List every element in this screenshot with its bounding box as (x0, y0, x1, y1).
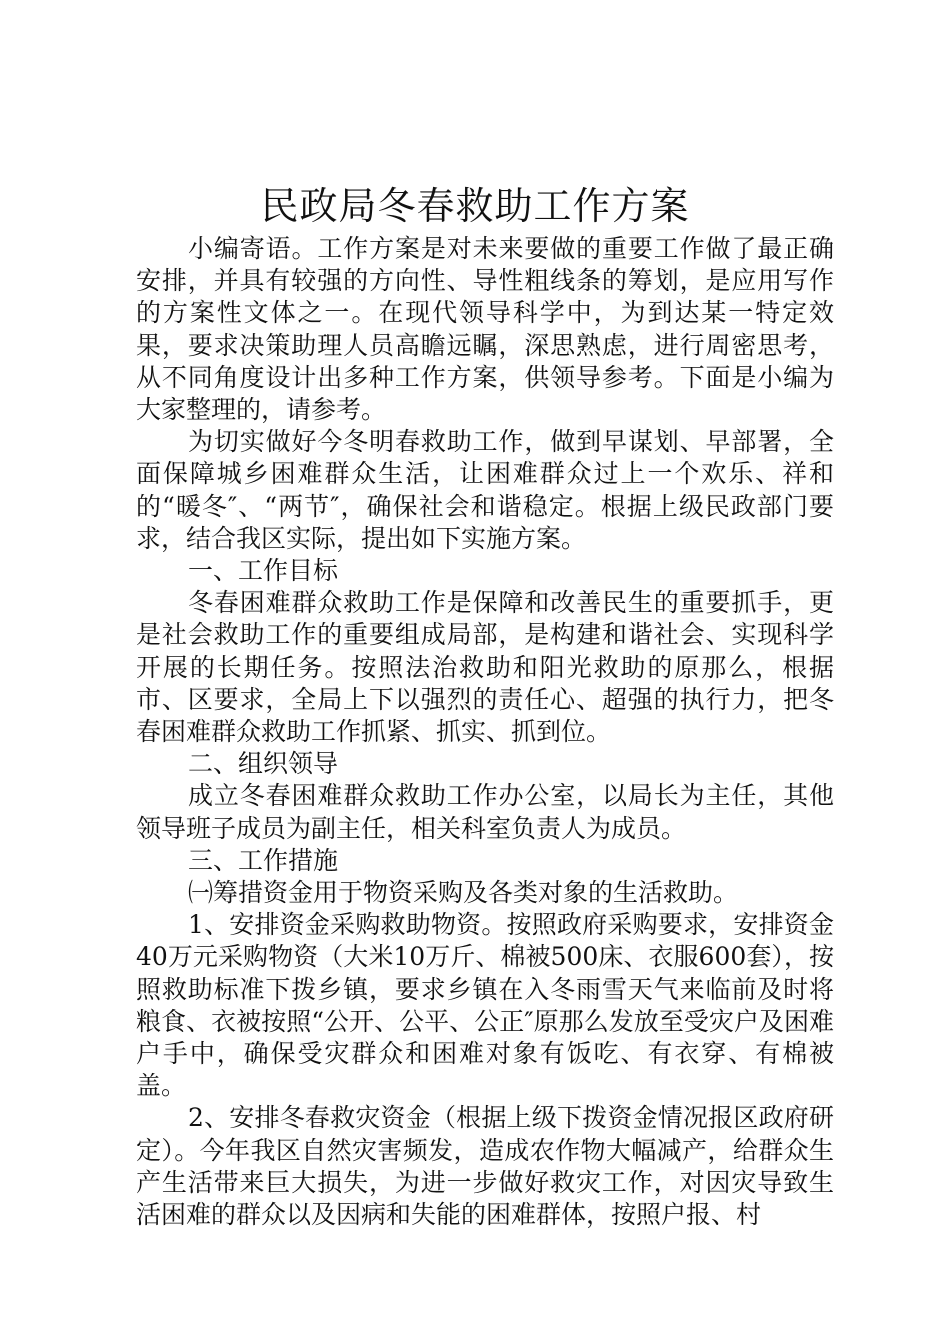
measures-subheading: ㈠筹措资金用于物资采购及各类对象的生活救助。 (188, 878, 739, 908)
section-heading-goals: 一、工作目标 (188, 556, 339, 586)
organization-paragraph: 成立冬春困难群众救助工作办公室，以局长为主任，其他领导班子成员为副主任，相关科室负责人为成员。 (136, 781, 834, 843)
document-title: 民政局冬春救助工作方案 (260, 184, 690, 228)
section-heading-organization: 二、组织领导 (188, 749, 339, 779)
document-body (136, 233, 834, 1231)
measure-1-paragraph: 1、安排资金采购救助物资。按照政府采购要求，安排资金40万元采购物资（大米10万斤、棉被500床、衣服600套），按照救助标准下拨乡镇，要求乡镇在入冬雨雪天气来临前及时将粮食、衣被按照“公开、公平、公正″原那么发放至受灾户及困难户手中，确保受灾群众和困难对象有饭吃、有衣穿、有棉被盖。 (136, 910, 834, 1101)
section-heading-measures: 三、工作措施 (188, 845, 339, 875)
goals-paragraph: 冬春困难群众救助工作是保障和改善民生的重要抓手，更是社会救助工作的重要组成局部，是构建和谐社会、实现科学开展的长期任务。按照法治救助和阳光救助的原那么，根据市、区要求，全局上下以强烈的责任心、超强的执行力，把冬春困难群众救助工作抓紧、抓实、抓到位。 (136, 588, 834, 747)
measure-2-paragraph: 2、安排冬春救灾资金（根据上级下拨资金情况报区政府研定）。今年我区自然灾害频发，造成农作物大幅减产，给群众生产生活带来巨大损失，为进一步做好救灾工作，对因灾导致生活困难的群众以及因病和失能的困难群体，按照户报、村 (136, 1103, 834, 1230)
purpose-paragraph: 为切实做好今冬明春救助工作，做到早谋划、早部署，全面保障城乡困难群众生活，让困难群众过上一个欢乐、祥和的“暖冬″、“两节″，确保社会和谐稳定。根据上级民政部门要求，结合我区实际，提出如下实施方案。 (136, 427, 834, 553)
intro-paragraph: 小编寄语。工作方案是对未来要做的重要工作做了最正确安排，并具有较强的方向性、导性粗线条的筹划，是应用写作的方案性文体之一。在现代领导科学中，为到达某一特定效果，要求决策助理人员高瞻远瞩，深思熟虑，进行周密思考，从不同角度设计出多种工作方案，供领导参考。下面是小编为大家整理的，请参考。 (136, 234, 834, 425)
